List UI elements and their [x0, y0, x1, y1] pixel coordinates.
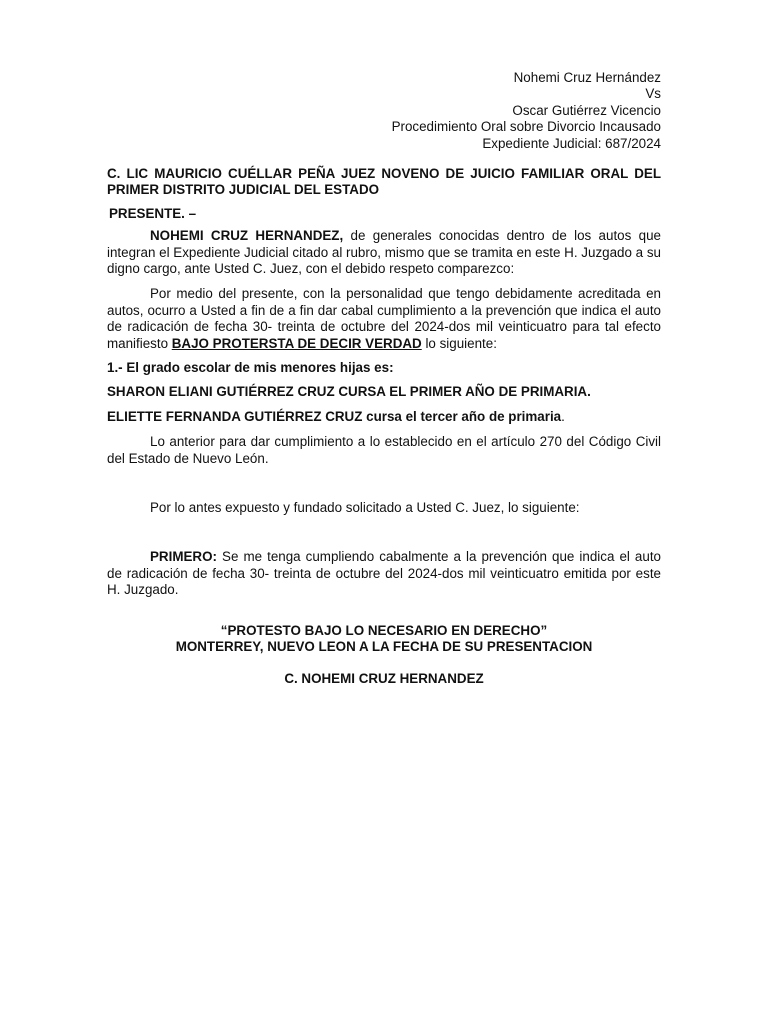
addressee: C. LIC MAURICIO CUÉLLAR PEÑA JUEZ NOVENO DE JUICIO FAMILIAR ORAL DEL PRIMER DISTRITO JUDICIAL DEL ESTADO — [107, 165, 661, 198]
defendant-name: Oscar Gutiérrez Vicencio — [512, 102, 661, 118]
primero-label: PRIMERO: — [150, 549, 217, 565]
body-tail: lo siguiente: — [421, 335, 497, 351]
child-two-text: ELIETTE FERNANDA GUTIÉRREZ CRUZ cursa el tercer año de primaria — [107, 408, 562, 424]
protest-emphasis: BAJO PROTERSTA DE DECIR VERDAD — [171, 335, 422, 351]
intro-paragraph — [107, 228, 661, 277]
request-intro: Por lo antes expuesto y fundado solicitado a Usted C. Juez, lo siguiente: — [150, 500, 580, 516]
intro-text: de generales conocidas dentro de los autos que integran el Expediente Judicial citado al rubro, mismo que se tramita en este H. Juzgado a su digno cargo, ante Usted C. Juez, con el debido respeto comparezco: — [107, 228, 661, 276]
primero-paragraph — [107, 549, 661, 598]
petitioner-name: NOHEMI CRUZ HERNANDEZ, — [150, 228, 344, 244]
child-two-line — [107, 409, 661, 425]
procedure-type: Procedimiento Oral sobre Divorcio Incausado — [391, 119, 661, 135]
plaintiff-name: Nohemi Cruz Hernández — [513, 70, 661, 85]
closing-place-date: MONTERREY, NUEVO LEON A LA FECHA DE SU PRESENTACION — [175, 639, 593, 655]
primero-text: Se me tenga cumpliendo cabalmente a la prevención que indica el auto de radicación de fecha 30- treinta de octubre del 2024-dos mil veinticuatro emitida por este H. Juzgado. — [107, 549, 661, 598]
closing-motto: “PROTESTO BAJO LO NECESARIO EN DERECHO” — [220, 622, 548, 638]
versus-label: Vs — [645, 86, 661, 102]
case-header — [107, 70, 661, 152]
case-number: Expediente Judicial: 687/2024 — [482, 135, 661, 151]
body-text: Por medio del presente, con la personalidad que tengo debidamente acreditada en autos, ocurro a Usted a fin de a fin dar cabal cumplimiento a la prevención que indica el auto de radicación de fecha 30- treinta de octubre del 2024-dos mil veinticuatro para tal efecto manifiesto — [107, 286, 661, 351]
point-one: 1.- El grado escolar de mis menores hijas es: — [107, 360, 394, 376]
presente-heading: PRESENTE. – — [109, 205, 197, 221]
body-paragraph — [107, 286, 661, 352]
closing-block — [107, 623, 661, 688]
document-page — [107, 70, 661, 688]
legal-basis-paragraph: Lo anterior para dar cumplimiento a lo establecido en el artículo 270 del Código Civil del Estado de Nuevo León. — [107, 434, 661, 466]
child-two-tail: . — [561, 408, 565, 424]
child-one-line: SHARON ELIANI GUTIÉRREZ CRUZ CURSA EL PRIMER AÑO DE PRIMARIA. — [107, 384, 591, 400]
signature-name: C. NOHEMI CRUZ HERNANDEZ — [284, 671, 484, 687]
